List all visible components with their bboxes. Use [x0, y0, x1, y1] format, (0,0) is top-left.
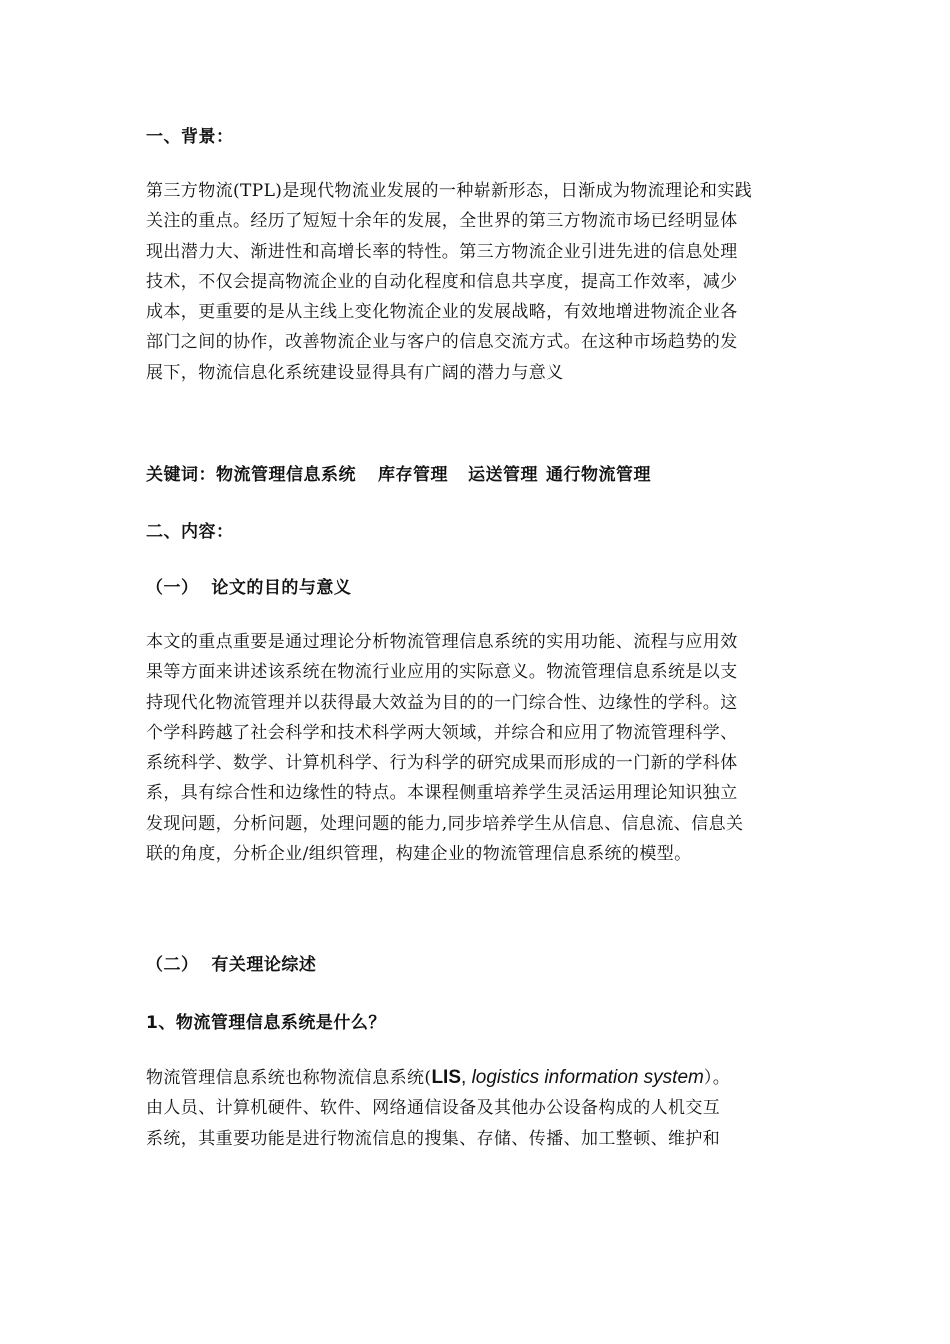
lis-abbr: LIS — [431, 1067, 461, 1088]
paragraph-line: 由人员、计算机硬件、软件、网络通信设备及其他办公设备构成的人机交互 — [146, 1098, 721, 1119]
paragraph-line: 系统科学、数学、计算机科学、行为科学的研究成果而形成的一门新的学科体 — [146, 753, 738, 774]
paragraph-line: 技术，不仅会提高物流企业的自动化程度和信息共享度，提高工作效率，减少 — [146, 271, 738, 292]
keyword: 库存管理 — [378, 465, 448, 485]
paragraph-line — [146, 1063, 810, 1093]
paragraph-line: 现出潜力大、渐进性和高增长率的特性。第三方物流企业引进先进的信息处理 — [146, 241, 738, 262]
lis-full-name: logistics information system — [471, 1067, 704, 1088]
paragraph-line: 个学科跨越了社会科学和技术科学两大领域，并综合和应用了物流管理科学、 — [146, 722, 738, 743]
purpose-paragraph — [146, 627, 810, 869]
keywords-line — [146, 464, 810, 486]
paragraph-line: 系统，其重要功能是进行物流信息的搜集、存储、传播、加工整顿、维护和 — [146, 1128, 721, 1149]
purpose-heading: （一） 论文的目的与意义 — [146, 578, 352, 598]
lis-paragraph — [146, 1063, 810, 1154]
paragraph-line: 联的角度，分析企业/组织管理，构建企业的物流管理信息系统的模型。 — [146, 844, 692, 865]
paragraph-line: 成本，更重要的是从主线上变化物流企业的发展战略，有效地增进物流企业各 — [146, 302, 738, 323]
theory-heading: （二） 有关理论综述 — [146, 955, 317, 975]
q1-heading: 1、物流管理信息系统是什么？ — [146, 1013, 386, 1033]
paragraph-line: 持现代化物流管理并以获得最大效益为目的的一门综合性、边缘性的学科。这 — [146, 692, 738, 713]
content-heading: 二、内容： — [146, 522, 234, 542]
paragraph-line: 关注的重点。经历了短短十余年的发展，全世界的第三方物流市场已经明显体 — [146, 211, 738, 232]
background-paragraph — [146, 176, 810, 388]
paragraph-line: 发现问题，分析问题，处理问题的能力,同步培养学生从信息、信息流、信息关 — [146, 813, 744, 834]
lis-separator: , — [461, 1067, 472, 1088]
paragraph-line: 果等方面来讲述该系统在物流行业应用的实际意义。物流管理信息系统是以支 — [146, 662, 738, 683]
keyword: 运送管理 — [468, 465, 538, 485]
keywords-label: 关键词： — [146, 465, 216, 485]
lis-prefix: 物流管理信息系统也称物流信息系统( — [146, 1068, 432, 1088]
paragraph-line: 部门之间的协作，改善物流企业与客户的信息交流方式。在这种市场趋势的发 — [146, 332, 738, 353]
paragraph-line: 展下，物流信息化系统建设显得具有广阔的潜力与意义 — [146, 362, 564, 383]
paragraph-line: 本文的重点重要是通过理论分析物流管理信息系统的实用功能、流程与应用效 — [146, 632, 738, 652]
paragraph-line: 系，具有综合性和边缘性的特点。本课程侧重培养学生灵活运用理论知识独立 — [146, 783, 738, 804]
background-heading: 一、背景： — [146, 127, 234, 147]
keyword: 通行物流管理 — [546, 465, 651, 485]
lis-suffix: ）。 — [703, 1068, 731, 1088]
keyword: 物流管理信息系统 — [216, 465, 356, 485]
paragraph-line: 第三方物流(TPL)是现代物流业发展的一种崭新形态，日渐成为物流理论和实践 — [146, 181, 753, 201]
